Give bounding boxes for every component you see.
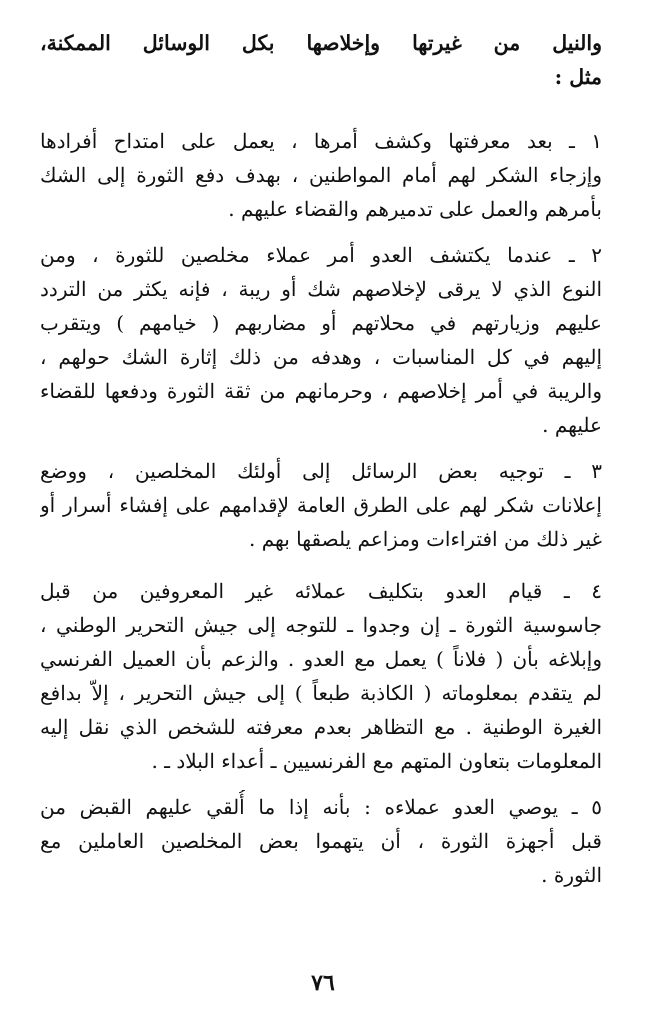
- page-body: [40, 26, 602, 1033]
- text-line: المعلومات بتعاون المتهم مع الفرنسيين ـ أعداء البلاد ـ .: [151, 749, 602, 773]
- text-line: إعلانات شكر لهم على الطرق العامة لإقدامهم على إفشاء أسرار أو: [40, 493, 602, 517]
- text-line: ٥ ـ يوصي العدو عملاءه : بأنه إذا ما أُلقي عليهم القبض من: [40, 795, 602, 819]
- paragraph-3: [40, 454, 602, 556]
- paragraph-1: [40, 124, 602, 226]
- text-line: والريبة في أمر إخلاصهم ، وحرمانهم من ثقة الثورة ودفعها للقضاء: [40, 379, 602, 403]
- paragraph-2: [40, 238, 602, 442]
- text-line: ١ ـ بعد معرفتها وكشف أمرها ، يعمل على امتداح أفرادها: [40, 129, 602, 153]
- text-line: لم يتقدم بمعلوماته ( الكاذبة طبعاً ) إلى جيش التحرير ، إلاّ بدافع: [40, 681, 602, 705]
- text-line: غير ذلك من افتراءات ومزاعم يلصقها بهم .: [249, 527, 602, 551]
- text-line: ٢ ـ عندما يكتشف العدو أمر عملاء مخلصين للثورة ، ومن: [40, 243, 602, 267]
- text-line: جاسوسية الثورة ـ إن وجدوا ـ للتوجه إلى جيش التحرير الوطني ،: [40, 613, 602, 637]
- text-line: النوع الذي لا يرقى لإخلاصهم شك أو ريبة ، فإنه يكثر من التردد: [40, 277, 602, 301]
- intro-paragraph: [40, 26, 602, 94]
- text-line: وإزجاء الشكر لهم أمام المواطنين ، بهدف دفع الثورة إلى الشك: [40, 163, 602, 187]
- text-line: ٤ ـ قيام العدو بتكليف عملائه غير المعروفين من قبل: [40, 579, 602, 603]
- text-line: إليهم في كل المناسبات ، وهدفه من ذلك إثارة الشك حولهم ،: [40, 345, 602, 369]
- text-line: الغيرة الوطنية . مع التظاهر بعدم معرفته للشخص الذي نقل إليه: [40, 715, 602, 739]
- text-line: عليهم وزيارتهم في محلاتهم أو مضاربهم ( خيامهم ) ويتقرب: [40, 311, 602, 335]
- text-line: وإبلاغه بأن ( فلاناً ) يعمل مع العدو . والزعم بأن العميل الفرنسي: [40, 647, 602, 671]
- text-line: عليهم .: [542, 413, 602, 437]
- paragraph-5: [40, 790, 602, 892]
- paragraph-4: [40, 574, 602, 778]
- text-line: قبل أجهزة الثورة ، أن يتهموا بعض المخلصين العاملين مع: [40, 829, 602, 853]
- text-line: بأمرهم والعمل على تدميرهم والقضاء عليهم .: [228, 197, 602, 221]
- text-line: والنيل من غيرتها وإخلاصها بكل الوسائل الممكنة،: [40, 31, 602, 55]
- text-line: مثل :: [554, 65, 602, 89]
- text-line: الثورة .: [541, 863, 602, 887]
- page-number: ٧٦: [311, 970, 335, 996]
- text-line: ٣ ـ توجيه بعض الرسائل إلى أولئك المخلصين ، ووضع: [40, 459, 602, 483]
